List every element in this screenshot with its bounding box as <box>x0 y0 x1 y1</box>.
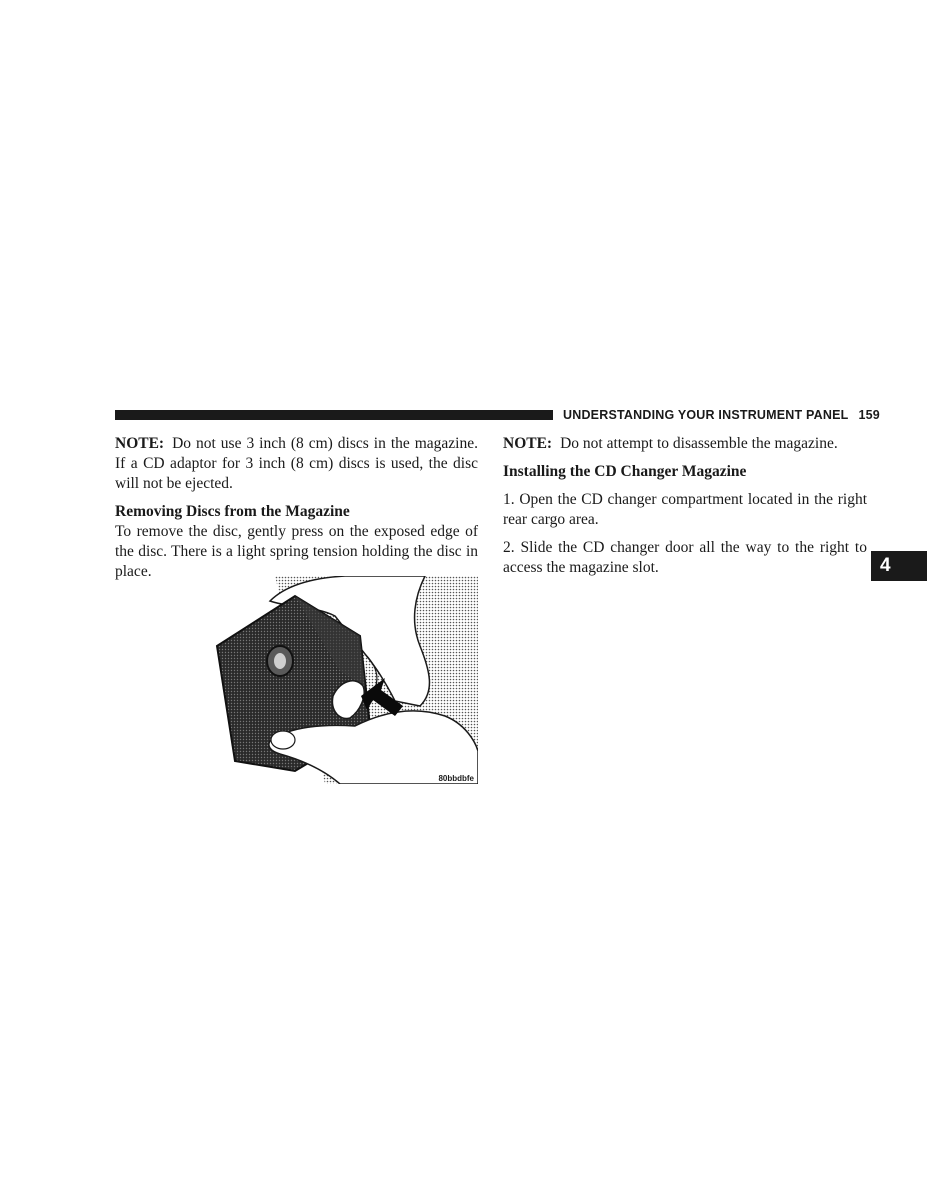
section-heading-removing: Removing Discs from the Magazine <box>115 503 350 520</box>
right-column <box>503 434 867 586</box>
header-rule <box>115 410 553 420</box>
figure-code: 80bbdbfe <box>438 774 474 783</box>
figure-removing-disc <box>215 576 478 784</box>
illustration-hands-magazine-icon <box>215 576 478 784</box>
chapter-tab: 4 <box>871 551 927 581</box>
page-number: 159 <box>858 408 880 422</box>
note-paragraph-right <box>503 434 867 454</box>
body-paragraph-removing: To remove the disc, gently press on the exposed edge of the disc. There is a light spring tension holding the disc in place. <box>115 523 478 580</box>
section-heading-installing: Installing the CD Changer Magazine <box>503 463 747 480</box>
note-paragraph-left <box>115 434 478 494</box>
step-1: 1. Open the CD changer compartment located in the right rear cargo area. <box>503 491 867 528</box>
step-2: 2. Slide the CD changer door all the way to the right to access the magazine slot. <box>503 539 867 576</box>
note-text: Do not use 3 inch (8 cm) discs in the magazine. If a CD adaptor for 3 inch (8 cm) discs is used, the disc will not be ejected. <box>115 435 478 492</box>
section-title: UNDERSTANDING YOUR INSTRUMENT PANEL <box>563 408 849 422</box>
note-label: NOTE: <box>115 435 165 452</box>
note-label: NOTE: <box>503 435 553 452</box>
left-column <box>115 434 478 590</box>
note-text: Do not attempt to disassemble the magazine. <box>560 435 838 452</box>
running-header <box>563 408 880 422</box>
